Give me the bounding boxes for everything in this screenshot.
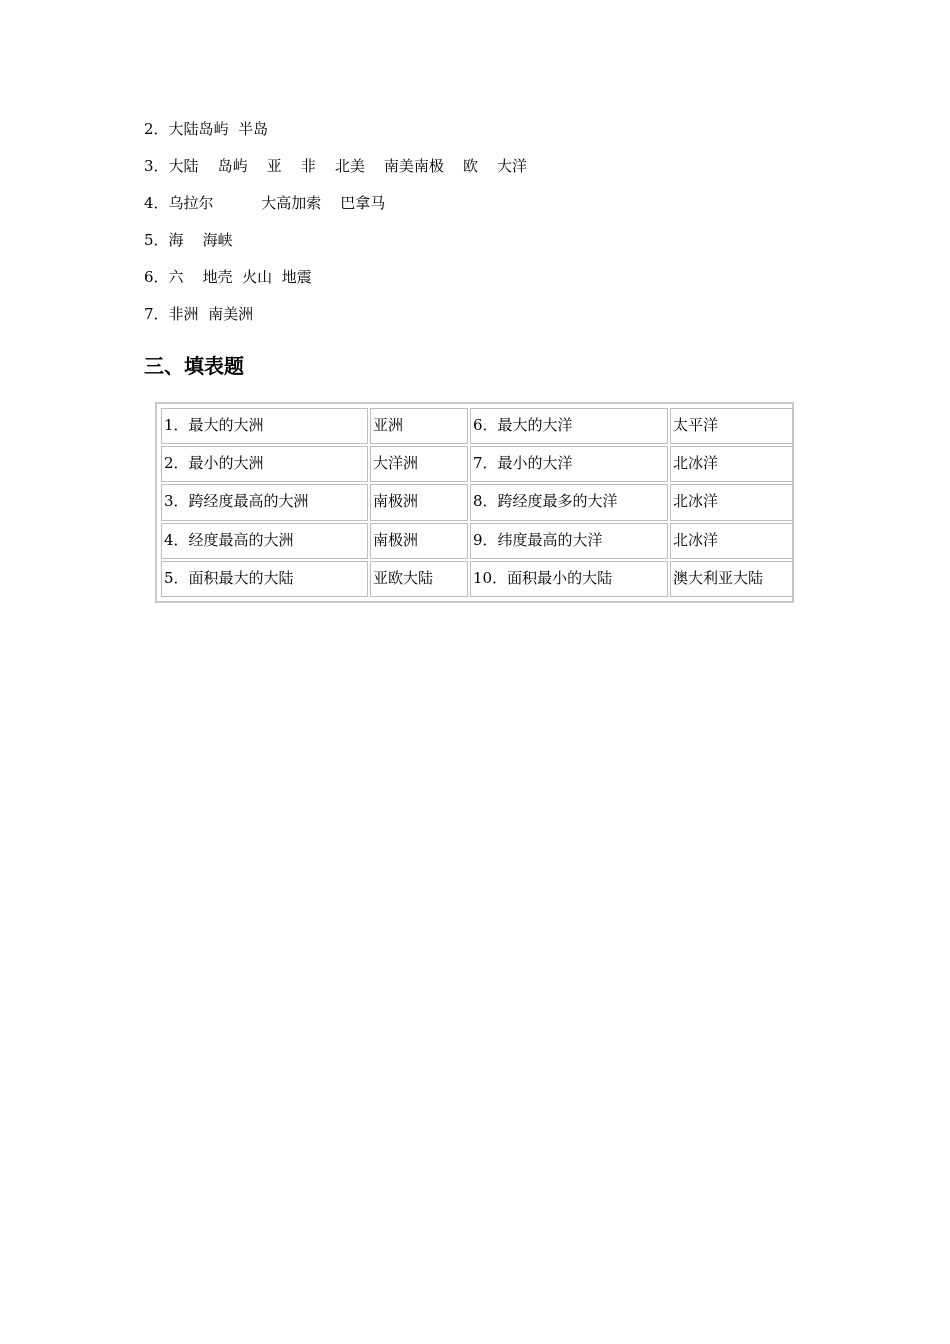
table-cell-answer: 北冰洋 <box>670 446 794 482</box>
answer-item: 2．大陆岛屿 半岛 <box>144 120 269 138</box>
table-cell-question: 3．跨经度最高的大洲 <box>161 484 368 520</box>
table-cell-question: 5．面积最大的大陆 <box>161 561 368 597</box>
table-cell-answer: 太平洋 <box>670 408 794 444</box>
table-cell-question: 9．纬度最高的大洋 <box>470 523 668 559</box>
table-cell-question: 6．最大的大洋 <box>470 408 668 444</box>
table-cell-answer: 南极洲 <box>370 523 468 559</box>
table-cell-answer: 澳大利亚大陆 <box>670 561 794 597</box>
table-row <box>161 446 794 482</box>
table-cell-question: 4．经度最高的大洲 <box>161 523 368 559</box>
fill-table <box>159 406 796 599</box>
table-cell-answer: 南极洲 <box>370 484 468 520</box>
table-cell-answer: 北冰洋 <box>670 484 794 520</box>
table-row <box>161 408 794 444</box>
section-title: 三、填表题 <box>144 354 244 378</box>
answer-item: 4．乌拉尔 大高加索 巴拿马 <box>144 194 386 212</box>
table-row <box>161 561 794 597</box>
table-cell-answer: 北冰洋 <box>670 523 794 559</box>
table-cell-answer: 亚欧大陆 <box>370 561 468 597</box>
table-cell-answer: 亚洲 <box>370 408 468 444</box>
table-cell-question: 8．跨经度最多的大洋 <box>470 484 668 520</box>
answer-list <box>144 118 527 340</box>
table-cell-question: 7．最小的大洋 <box>470 446 668 482</box>
answer-item: 7．非洲 南美洲 <box>144 305 254 323</box>
fill-table-container <box>155 402 794 603</box>
table-row <box>161 523 794 559</box>
answer-item: 6．六 地壳 火山 地震 <box>144 268 312 286</box>
table-cell-question: 10．面积最小的大陆 <box>470 561 668 597</box>
answer-item: 3．大陆 岛屿 亚 非 北美 南美南极 欧 大洋 <box>144 157 528 175</box>
table-cell-question: 2．最小的大洲 <box>161 446 368 482</box>
answer-item: 5．海 海峡 <box>144 231 233 249</box>
table-cell-answer: 大洋洲 <box>370 446 468 482</box>
table-cell-question: 1．最大的大洲 <box>161 408 368 444</box>
table-row <box>161 484 794 520</box>
